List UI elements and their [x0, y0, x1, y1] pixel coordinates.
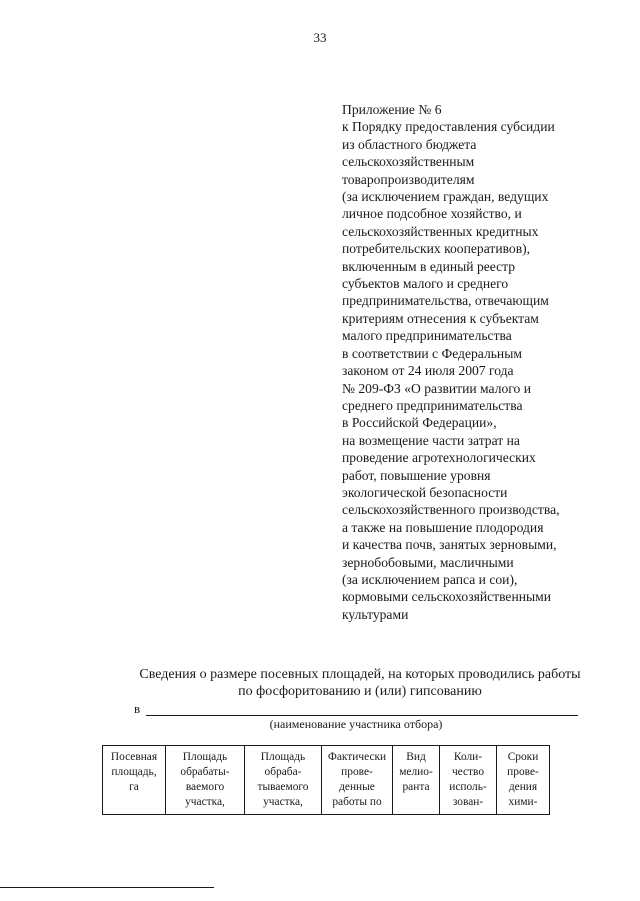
column-header: Фактически прове- денные работы по	[322, 746, 393, 815]
appendix-line: сельскохозяйственного производства,	[342, 502, 560, 518]
column-header: Площадь обрабаты- ваемого участка,	[166, 746, 245, 815]
appendix-line: в соответствии с Федеральным	[342, 345, 522, 361]
fill-caption: (наименование участника отбора)	[269, 717, 443, 731]
participant-name-blank	[146, 715, 578, 716]
appendix-line: среднего предпринимательства	[342, 397, 523, 413]
participant-fill-row	[134, 701, 578, 717]
appendix-line: предпринимательства, отвечающим	[342, 293, 549, 309]
appendix-line: критериям отнесения к субъектам	[342, 310, 539, 326]
appendix-line: зернобобовыми, масличными	[342, 554, 514, 570]
appendix-line: к Порядку предоставления субсидии	[342, 119, 555, 135]
title-line: по фосфоритованию и (или) гипсованию	[238, 684, 482, 699]
table-header-row	[103, 746, 550, 815]
appendix-line: субъектов малого и среднего	[342, 276, 509, 292]
appendix-line: малого предпринимательства	[342, 328, 512, 344]
appendix-line: сельскохозяйственным	[342, 154, 475, 170]
appendix-block	[342, 101, 632, 623]
appendix-line: (за исключением рапса и сои),	[342, 571, 518, 587]
appendix-line: Приложение № 6	[342, 102, 442, 117]
column-header: Посевная площадь, га	[103, 746, 166, 815]
appendix-line: в Российской Федерации»,	[342, 415, 497, 431]
appendix-line: проведение агротехнологических	[342, 450, 536, 466]
column-header: Сроки прове- дения хими-	[497, 746, 550, 815]
appendix-line: кормовыми сельскохозяйственными	[342, 589, 552, 605]
footnote-separator	[0, 887, 214, 888]
appendix-line: № 209-ФЗ «О развитии малого и	[342, 380, 531, 396]
data-table	[102, 745, 550, 815]
appendix-line: личное подсобное хозяйство, и	[342, 206, 522, 222]
appendix-line: потребительских кооперативов),	[342, 241, 531, 257]
column-header: Площадь обраба- тываемого участка,	[245, 746, 322, 815]
column-header: Вид мелио- ранта	[393, 746, 440, 815]
column-header: Коли- чество исполь- зован-	[440, 746, 497, 815]
page-number: 33	[313, 30, 327, 45]
appendix-line: из областного бюджета	[342, 136, 477, 152]
fill-prefix: в	[134, 701, 141, 716]
appendix-line: товаропроизводителям	[342, 171, 475, 187]
appendix-line: (за исключением граждан, ведущих	[342, 189, 549, 205]
appendix-line: на возмещение части затрат на	[342, 432, 520, 448]
appendix-line: работ, повышение уровня	[342, 467, 491, 483]
appendix-line: экологической безопасности	[342, 484, 508, 500]
appendix-line: культурами	[342, 606, 409, 622]
appendix-line: включенным в единый реестр	[342, 258, 516, 274]
appendix-line: и качества почв, занятых зерновыми,	[342, 537, 557, 553]
title-line: Сведения о размере посевных площадей, на которых проводились работы	[139, 667, 581, 682]
appendix-line: сельскохозяйственных кредитных	[342, 223, 539, 239]
appendix-line: законом от 24 июля 2007 года	[342, 363, 514, 379]
appendix-line: а также на повышение плодородия	[342, 519, 544, 535]
document-title	[110, 666, 610, 700]
